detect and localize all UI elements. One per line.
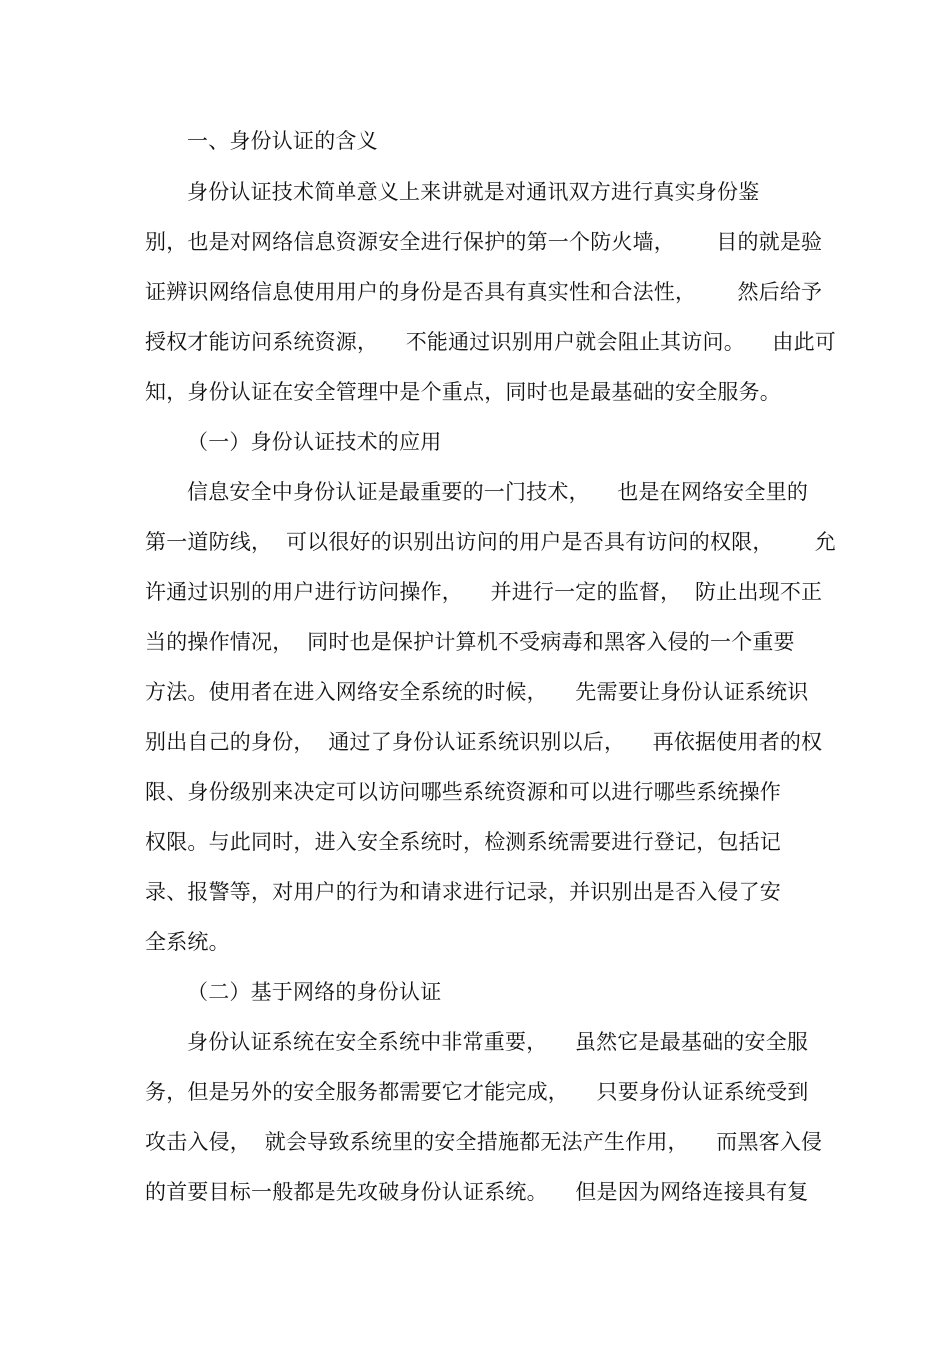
paragraph-line: 当的操作情况， 同时也是保护计算机不受病毒和黑客入侵的一个重要	[145, 630, 795, 654]
paragraph-line: 录、报警等，对用户的行为和请求进行记录，并识别出是否入侵了安	[145, 880, 781, 904]
paragraph-line: 别出自己的身份， 通过了身份认证系统识别以后， 再依据使用者的权	[145, 730, 823, 754]
subsection-heading: （一）身份认证技术的应用	[187, 430, 442, 454]
paragraph-line: 攻击入侵， 就会导致系统里的安全措施都无法产生作用， 而黑客入侵	[145, 1130, 823, 1154]
paragraph-line: 别，也是对网络信息资源安全进行保护的第一个防火墙， 目的就是验	[145, 230, 823, 254]
paragraph-line: 证辨识网络信息使用用户的身份是否具有真实性和合法性， 然后给予	[145, 280, 823, 304]
paragraph-line: 知，身份认证在安全管理中是个重点，同时也是最基础的安全服务。	[145, 380, 781, 404]
paragraph-line: 务，但是另外的安全服务都需要它才能完成， 只要身份认证系统受到	[145, 1080, 809, 1104]
paragraph-line: 身份认证技术简单意义上来讲就是对通讯双方进行真实身份鉴	[187, 180, 760, 204]
paragraph-line: 权限。与此同时，进入安全系统时，检测系统需要进行登记，包括记	[145, 830, 781, 854]
paragraph-line: 的首要目标一般都是先攻破身份认证系统。 但是因为网络连接具有复	[145, 1180, 809, 1204]
paragraph-line: 限、身份级别来决定可以访问哪些系统资源和可以进行哪些系统操作	[145, 780, 781, 804]
paragraph-line: 全系统。	[145, 930, 230, 954]
paragraph-line: 第一道防线， 可以很好的识别出访问的用户是否具有访问的权限， 允	[145, 530, 836, 554]
paragraph-line: 身份认证系统在安全系统中非常重要， 虽然它是最基础的安全服	[187, 1030, 809, 1054]
paragraph-line: 许通过识别的用户进行访问操作， 并进行一定的监督， 防止出现不正	[145, 580, 823, 604]
paragraph-line: 授权才能访问系统资源， 不能通过识别用户就会阻止其访问。 由此可	[145, 330, 836, 354]
paragraph-line: 方法。使用者在进入网络安全系统的时候， 先需要让身份认证系统识	[145, 680, 809, 704]
subsection-heading: （二）基于网络的身份认证	[187, 980, 442, 1004]
paragraph-line: 信息安全中身份认证是最重要的一门技术， 也是在网络安全里的	[187, 480, 809, 504]
section-heading: 一、身份认证的含义	[187, 129, 378, 153]
